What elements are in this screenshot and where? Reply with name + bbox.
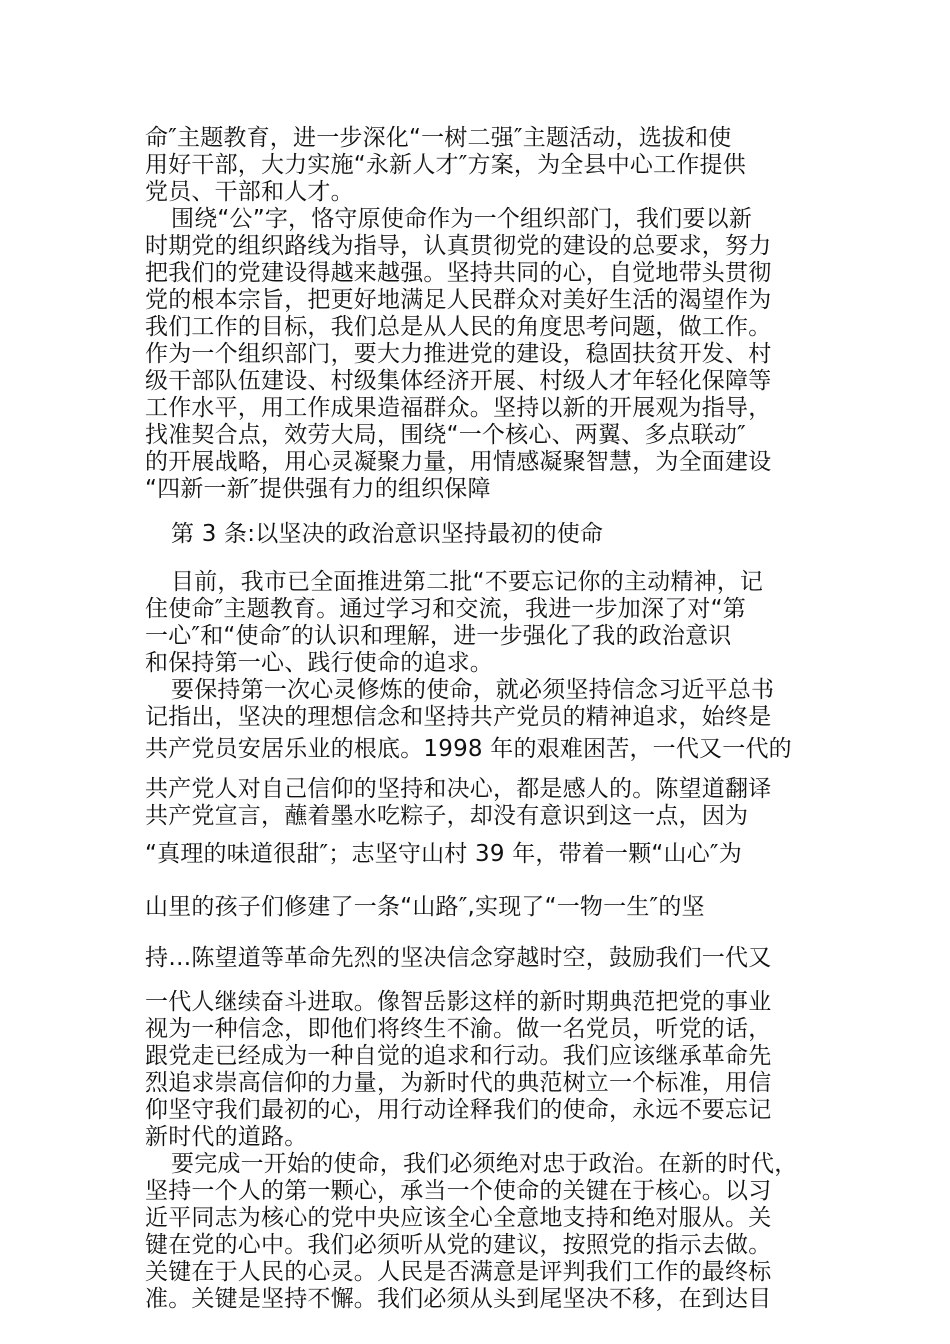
paragraph-4-line-8: 持…陈望道等革命先烈的坚决信念穿越时空，鼓励我们一代又 [145, 945, 772, 971]
paragraph-5-line-1: 要完成一开始的使命，我们必须绝对忠于政治。在新的时代， [171, 1151, 798, 1177]
paragraph-3-line-3: 一心″和“使命″的认识和理解，进一步强化了我的政治意识 [145, 623, 732, 649]
paragraph-2-line-10: 的开展战略，用心灵凝聚力量，用情感凝聚智慧，为全面建设 [145, 449, 772, 475]
paragraph-2-line-5: 我们工作的目标，我们总是从人民的角度思考问题，做工作。 [145, 314, 772, 340]
paragraph-4-line-13: 仰坚守我们最初的心，用行动诠释我们的使命，永远不要忘记 [145, 1097, 772, 1123]
paragraph-5-line-4: 键在党的心中。我们必须听从党的建议，按照党的指示去做。 [145, 1232, 772, 1258]
paragraph-2-line-2: 时期党的组织路线为指导，认真贯彻党的建设的总要求，努力 [145, 233, 772, 259]
paragraph-3-line-4: 和保持第一心、践行使命的追求。 [145, 650, 493, 676]
paragraph-1-line-1: 命″主题教育，进一步深化“一树二强″主题活动，选拔和使 [145, 125, 732, 151]
paragraph-1-line-2: 用好干部，大力实施“永新人才″方案，为全县中心工作提供 [145, 152, 746, 178]
paragraph-4-line-10: 视为一种信念，即他们将终生不渝。做一名党员，听党的话， [145, 1016, 772, 1042]
paragraph-2-line-8: 工作水平，用工作成果造福群众。坚持以新的开展观为指导， [145, 395, 772, 421]
paragraph-4-line-12: 烈追求崇高信仰的力量，为新时代的典范树立一个标准，用信 [145, 1070, 772, 1096]
paragraph-5-line-6: 准。关键是坚持不懈。我们必须从头到尾坚决不移，在到达目 [145, 1286, 772, 1312]
paragraph-2-line-7: 级干部队伍建设、村级集体经济开展、村级人才年轻化保障等 [145, 368, 772, 394]
paragraph-3-line-2: 住使命″主题教育。通过学习和交流，我进一步加深了对“第 [145, 596, 746, 622]
section-heading-3: 第 3 条:以坚决的政治意识坚持最初的使命 [171, 521, 604, 547]
paragraph-2-line-6: 作为一个组织部门，要大力推进党的建设，稳固扶贫开发、村 [145, 341, 772, 367]
paragraph-4-line-11: 跟党走已经成为一种自觉的追求和行动。我们应该继承革命先 [145, 1043, 772, 1069]
paragraph-4-line-2: 记指出，坚决的理想信念和坚持共产党员的精神追求，始终是 [145, 704, 772, 730]
paragraph-4-line-1: 要保持第一次心灵修炼的使命，就必须坚持信念习近平总书 [171, 677, 775, 703]
paragraph-1-line-3: 党员、干部和人才。 [145, 179, 354, 205]
paragraph-4-line-7: 山里的孩子们修建了一条“山路″,实现了“一物一生″的坚 [145, 894, 705, 920]
paragraph-3-line-1: 目前，我市已全面推进第二批“不要忘记你的主动精神，记 [171, 569, 764, 595]
paragraph-4-line-4: 共产党人对自己信仰的坚持和决心，都是感人的。陈望道翻译 [145, 776, 772, 802]
paragraph-5-line-2: 坚持一个人的第一颗心，承当一个使命的关键在于核心。以习 [145, 1178, 772, 1204]
paragraph-4-line-6: “真理的味道很甜″；志坚守山村 39 年，带着一颗“山心″为 [145, 841, 742, 867]
paragraph-4-line-3: 共产党员安居乐业的根底。1998 年的艰难困苦，一代又一代的 [145, 736, 792, 762]
paragraph-4-line-5: 共产党宣言，蘸着墨水吃粽子，却没有意识到这一点，因为 [145, 803, 749, 829]
paragraph-5-line-3: 近平同志为核心的党中央应该全心全意地支持和绝对服从。关 [145, 1205, 772, 1231]
paragraph-2-line-4: 党的根本宗旨，把更好地满足人民群众对美好生活的渴望作为 [145, 287, 772, 313]
paragraph-4-line-9: 一代人继续奋斗进取。像智岳影这样的新时期典范把党的事业 [145, 989, 772, 1015]
paragraph-2-line-1: 围绕“公”字，恪守原使命作为一个组织部门，我们要以新 [171, 206, 753, 232]
paragraph-5-line-5: 关键在于人民的心灵。人民是否满意是评判我们工作的最终标 [145, 1259, 772, 1285]
paragraph-2-line-9: 找准契合点，效劳大局，围绕“一个核心、两翼、多点联动″ [145, 422, 746, 448]
paragraph-2-line-11: “四新一新″提供强有力的组织保障 [145, 476, 491, 502]
paragraph-2-line-3: 把我们的党建设得越来越强。坚持共同的心，自觉地带头贯彻 [145, 260, 772, 286]
paragraph-4-line-14: 新时代的道路。 [145, 1124, 308, 1150]
